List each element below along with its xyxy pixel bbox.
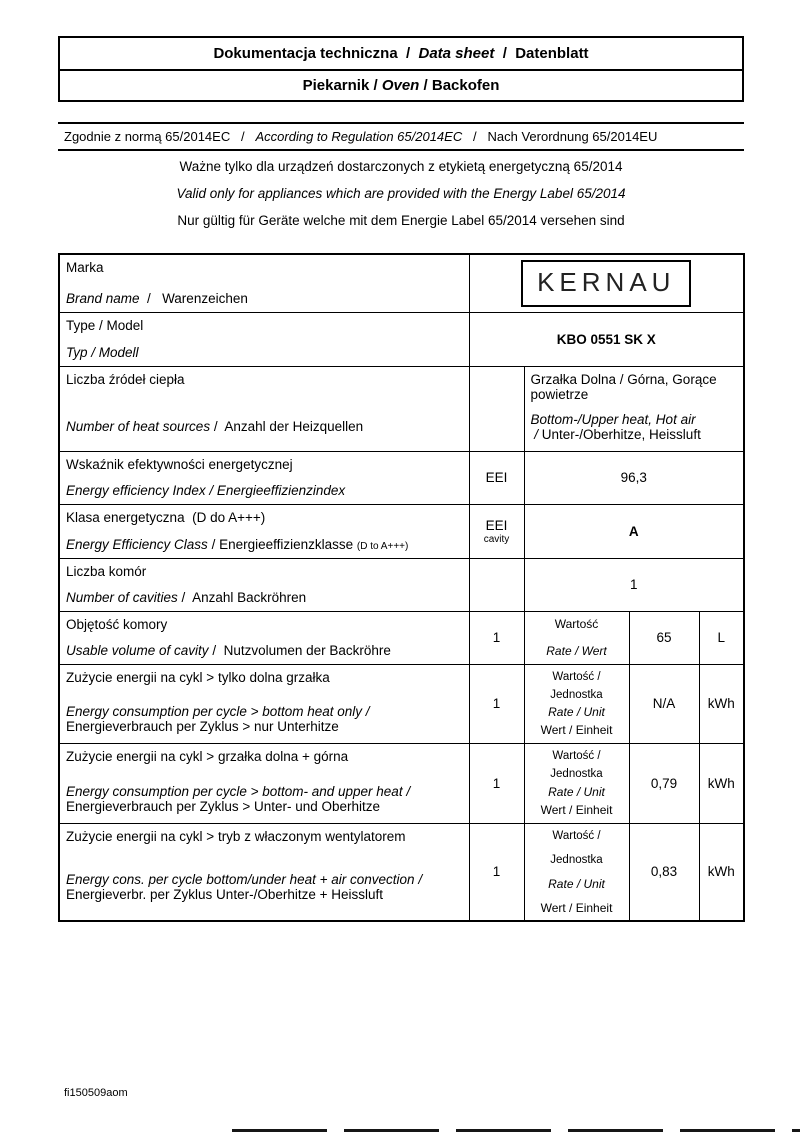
brand-label-pl: Marka	[66, 260, 104, 276]
energy-fan-value: 0,83	[629, 823, 699, 921]
brand-label-cell	[59, 254, 469, 312]
volume-label-translation	[66, 643, 463, 658]
product-title-de: Backofen	[431, 77, 500, 94]
cavities-label-de: Anzahl Backröhren	[192, 590, 307, 605]
cavities-label-pl: Liczba komór	[66, 564, 147, 579]
row-model	[59, 312, 744, 366]
heat-sources-value-translation	[531, 412, 738, 442]
brand-value-cell	[469, 254, 744, 312]
energy-bottom-count: 1	[469, 664, 524, 743]
rate-line-2: Jednostka	[550, 688, 603, 701]
heat-sources-value-en: Bottom-/Upper heat, Hot air	[530, 412, 696, 427]
regulation-line	[58, 122, 744, 151]
heat-sources-value-de: Unter-/Oberhitze, Heissluft	[541, 427, 701, 442]
regulation-de: Nach Verordnung 65/2014EU	[487, 129, 658, 144]
row-cavities	[59, 558, 744, 611]
energy-bottom-value: N/A	[629, 664, 699, 743]
label-separator: /	[210, 419, 225, 434]
regulation-en: According to Regulation 65/2014EC	[255, 129, 463, 144]
scan-artifact-line	[232, 1129, 800, 1132]
title-separator: /	[397, 45, 419, 62]
rate-line-4: Wert / Einheit	[540, 722, 613, 737]
energy-class-label-de: Energieeffizienzklasse	[219, 537, 357, 552]
label-separator: /	[205, 483, 217, 498]
model-label-cell	[59, 312, 469, 366]
energy-fan-label-pl: Zużycie energii na cykl > tryb z właczonym wentylatorem	[66, 828, 406, 844]
rate-line-4: Wert / Einheit	[540, 803, 613, 817]
energy-bottom-upper-value: 0,79	[629, 743, 699, 823]
energy-bottom-unit: kWh	[699, 664, 744, 743]
heat-sources-label-cell	[59, 366, 469, 451]
label-separator: /	[207, 537, 220, 552]
eei-label-de: Energieeffizienzindex	[216, 483, 346, 498]
product-title	[60, 69, 742, 100]
heat-sources-label-en: Number of heat sources	[66, 419, 211, 434]
volume-unit: L	[699, 611, 744, 664]
title-separator: /	[369, 77, 382, 94]
energy-class-key: EEI	[485, 517, 508, 533]
energy-fan-unit: kWh	[699, 823, 744, 921]
eei-key: EEI	[469, 451, 524, 504]
volume-rate-pl: Wartość	[554, 617, 599, 631]
volume-label-pl: Objętość komory	[66, 617, 168, 632]
energy-bottom-label-cell	[59, 664, 469, 743]
validity-pl: Ważne tylko dla urządzeń dostarczonych z etykietą energetyczną 65/2014	[179, 159, 623, 174]
label-separator: /	[208, 643, 224, 658]
rate-line-4: Wert / Einheit	[540, 900, 613, 915]
eei-value: 96,3	[524, 451, 744, 504]
kernau-logo: KERNAU	[521, 260, 691, 307]
product-title-pl: Piekarnik	[302, 77, 370, 94]
volume-label-cell	[59, 611, 469, 664]
heat-sources-label-de: Anzahl der Heizquellen	[224, 419, 364, 434]
row-energy-class	[59, 504, 744, 558]
energy-class-label-note: (D to A+++)	[356, 541, 409, 552]
model-value: KBO 0551 SK X	[469, 312, 744, 366]
document-title-de: Datenblatt	[515, 45, 589, 62]
row-brand	[59, 254, 744, 312]
heat-sources-key-cell	[469, 366, 524, 451]
energy-class-value: A	[524, 504, 744, 558]
title-box	[58, 36, 744, 102]
cavities-label-en: Number of cavities	[66, 590, 178, 605]
volume-rate-cell	[524, 611, 629, 664]
energy-class-key-cell	[469, 504, 524, 558]
row-eei	[59, 451, 744, 504]
energy-fan-rate-cell	[524, 823, 629, 921]
energy-bottom-label-translation	[66, 704, 463, 734]
value-separator: /	[530, 427, 542, 442]
energy-bottom-upper-label-en: Energy consumption per cycle > bottom- and upper heat /	[66, 784, 411, 799]
model-label-line2: Typ / Modell	[66, 345, 139, 360]
eei-label-cell	[59, 451, 469, 504]
cavities-value: 1	[524, 558, 744, 611]
energy-bottom-upper-label-de: Energieverbrauch per Zyklus > Unter- und Oberhitze	[66, 799, 381, 814]
energy-bottom-upper-unit: kWh	[699, 743, 744, 823]
rate-line-1: Wartość /	[552, 750, 601, 762]
row-volume	[59, 611, 744, 664]
row-energy-fan	[59, 823, 744, 921]
energy-fan-label-translation	[66, 872, 463, 902]
regulation-separator: /	[462, 129, 488, 144]
brand-label-translation	[66, 291, 463, 306]
cavities-label-translation	[66, 590, 463, 605]
volume-label-en: Usable volume of cavity	[66, 643, 209, 658]
volume-count: 1	[469, 611, 524, 664]
energy-bottom-rate-cell	[524, 664, 629, 743]
regulation-pl: Zgodnie z normą 65/2014EC	[64, 129, 231, 144]
energy-fan-label-en: Energy cons. per cycle bottom/under heat + air convection /	[66, 871, 423, 887]
energy-bottom-upper-label-cell	[59, 743, 469, 823]
title-separator: /	[419, 77, 432, 94]
volume-rate-en: Rate / Wert	[546, 644, 607, 658]
energy-fan-label-de: Energieverbr. per Zyklus Unter-/Oberhitze + Heissluft	[66, 886, 383, 902]
rate-line-3: Rate / Unit	[548, 705, 605, 720]
energy-class-label-cell	[59, 504, 469, 558]
energy-class-label-translation	[66, 537, 463, 552]
product-title-en: Oven	[381, 77, 420, 94]
energy-bottom-upper-label-translation	[66, 784, 463, 814]
energy-bottom-upper-rate-cell	[524, 743, 629, 823]
document-title	[60, 38, 742, 69]
energy-bottom-upper-count: 1	[469, 743, 524, 823]
document-title-en: Data sheet	[418, 45, 495, 62]
heat-sources-label-translation	[66, 419, 463, 434]
model-label-line1: Type / Model	[66, 318, 144, 333]
document-title-pl: Dokumentacja techniczna	[213, 45, 398, 62]
energy-bottom-label-en: Energy consumption per cycle > bottom heat only /	[66, 704, 370, 719]
rate-line-3: Rate / Unit	[548, 785, 605, 799]
rate-line-1: Wartość /	[552, 829, 601, 842]
validity-en: Valid only for appliances which are provided with the Energy Label 65/2014	[176, 186, 626, 201]
energy-fan-count: 1	[469, 823, 524, 921]
heat-sources-value-pl: Grzałka Dolna / Górna, Gorące powietrze	[530, 372, 717, 402]
label-separator: /	[139, 291, 163, 307]
row-energy-bottom	[59, 664, 744, 743]
eei-label-en: Energy efficiency Index	[66, 483, 206, 498]
energy-bottom-upper-label-pl: Zużycie energii na cykl > grzałka dolna + górna	[66, 749, 349, 764]
energy-class-label-en: Energy Efficiency Class	[66, 537, 208, 552]
label-separator: /	[177, 590, 193, 605]
row-energy-bottom-upper	[59, 743, 744, 823]
regulation-separator: /	[230, 129, 256, 144]
row-heat-sources	[59, 366, 744, 451]
rate-line-1: Wartość /	[552, 671, 601, 683]
heat-sources-label-pl: Liczba źródeł ciepła	[66, 372, 185, 387]
energy-bottom-label-de: Energieverbrauch per Zyklus > nur Unterhitze	[66, 719, 339, 734]
heat-sources-value-cell	[524, 366, 744, 451]
validity-note	[58, 153, 744, 234]
rate-line-2: Jednostka	[550, 853, 603, 866]
energy-class-key-sub: cavity	[483, 533, 510, 545]
rate-line-2: Jednostka	[550, 768, 603, 780]
energy-bottom-label-pl: Zużycie energii na cykl > tylko dolna grzałka	[66, 670, 330, 685]
validity-de: Nur gültig für Geräte welche mit dem Energie Label 65/2014 versehen sind	[177, 213, 625, 228]
document-code: fi150509aom	[64, 1087, 128, 1099]
energy-class-label-pl: Klasa energetyczna (D do A+++)	[66, 510, 266, 525]
title-separator: /	[494, 45, 516, 62]
eei-label-translation	[66, 483, 463, 498]
cavities-label-cell	[59, 558, 469, 611]
brand-label-en: Brand name	[66, 291, 140, 307]
volume-label-de: Nutzvolumen der Backröhre	[223, 643, 391, 658]
cavities-key-cell	[469, 558, 524, 611]
brand-label-de: Warenzeichen	[162, 291, 248, 307]
rate-line-3: Rate / Unit	[548, 876, 605, 891]
spec-table	[58, 253, 745, 922]
volume-value: 65	[629, 611, 699, 664]
energy-fan-label-cell	[59, 823, 469, 921]
eei-label-pl: Wskaźnik efektywności energetycznej	[66, 457, 293, 472]
